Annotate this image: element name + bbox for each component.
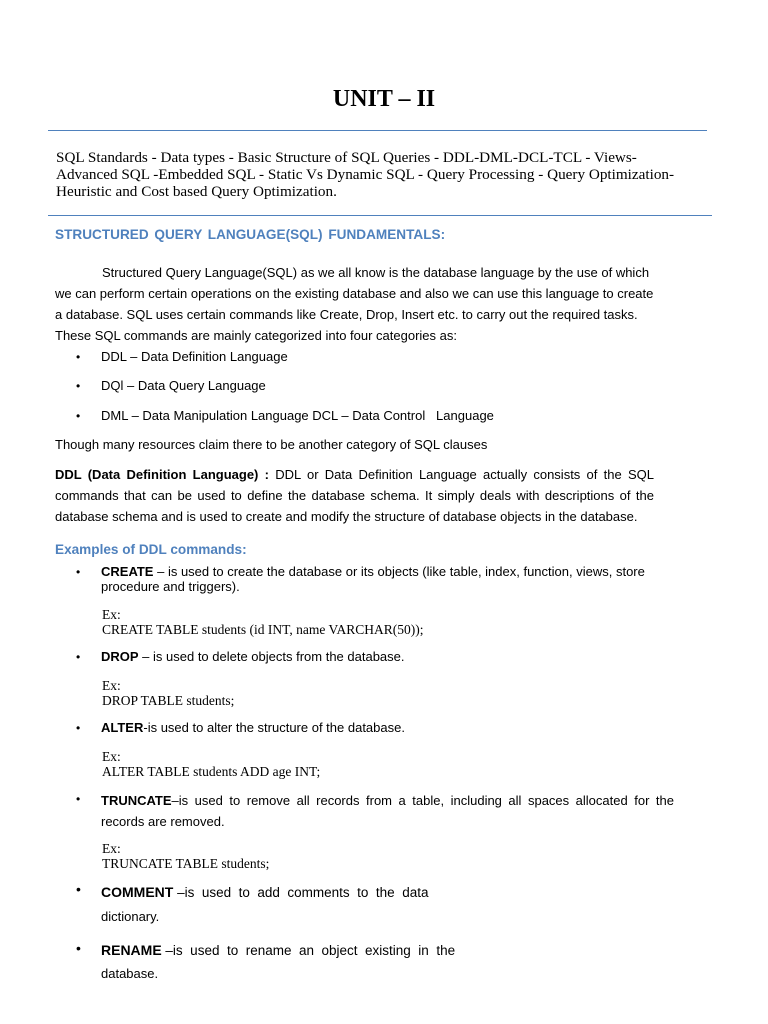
paragraph-line: a database. SQL uses certain commands like Create, Drop, Insert etc. to carry out the required tasks. (55, 307, 638, 322)
example-truncate (102, 841, 269, 871)
list-item: DML – Data Manipulation Language DCL – Data Control Language (101, 408, 494, 423)
command-desc: –is used to rename an object existing in the (161, 943, 456, 958)
title-divider (48, 130, 707, 131)
bullet-icon: • (76, 350, 81, 364)
command-name: DROP (101, 649, 139, 664)
examples-heading: Examples of DDL commands: (55, 542, 247, 557)
command-comment (101, 880, 482, 929)
bullet-icon: • (76, 721, 81, 735)
another-category-text: Though many resources claim there to be another category of SQL clauses (55, 437, 488, 452)
command-name: CREATE (101, 564, 154, 579)
command-drop (101, 649, 405, 664)
bullet-icon: • (76, 940, 81, 956)
command-desc: -is used to alter the structure of the database. (143, 720, 405, 735)
paragraph-line: database schema and is used to create and modify the structure of database objects in the database. (55, 509, 638, 524)
command-line (101, 880, 482, 905)
bullet-icon: • (76, 881, 81, 897)
paragraph-line: Structured Query Language(SQL) as we all know is the database language by the use of which (102, 265, 650, 280)
bullet-icon: • (76, 565, 81, 579)
paragraph-line: we can perform certain operations on the existing database and also we can use this language to create (55, 286, 654, 301)
command-line (101, 564, 671, 579)
bullet-icon: • (76, 650, 81, 664)
intro-divider (48, 215, 712, 216)
bullet-icon: • (76, 409, 81, 423)
intro-paragraph (55, 262, 665, 346)
command-desc: –is used to add comments to the data (173, 885, 429, 900)
paragraph-line: commands that can be used to define the database schema. It simply deals with descriptions of the (55, 488, 654, 503)
ddl-paragraph (55, 464, 654, 527)
paragraph-text: DDL or Data Definition Language actually consists of the SQL (275, 467, 654, 482)
section-heading: STRUCTURED QUERY LANGUAGE(SQL) FUNDAMENTALS: (55, 227, 446, 242)
command-line: procedure and triggers). (101, 579, 240, 594)
command-line: database. (101, 966, 159, 981)
syllabus-line: SQL Standards - Data types - Basic Structure of SQL Queries - DDL-DML-DCL-TCL - Views- (56, 149, 637, 166)
list-item: DQl – Data Query Language (101, 378, 266, 393)
example-label: Ex: (102, 749, 121, 764)
paragraph-line: These SQL commands are mainly categorized into four categories as: (55, 328, 457, 343)
paragraph-line (55, 464, 654, 485)
example-code: CREATE TABLE students (id INT, name VARCHAR(50)); (102, 622, 424, 637)
command-rename (101, 939, 482, 985)
command-line: records are removed. (101, 814, 225, 829)
example-label: Ex: (102, 841, 121, 856)
command-truncate (101, 790, 674, 832)
command-name: ALTER (101, 720, 144, 735)
syllabus-line: Heuristic and Cost based Query Optimization. (56, 183, 337, 200)
bullet-icon: • (76, 379, 81, 393)
ddl-label: DDL (Data Definition Language) : (55, 467, 269, 482)
syllabus-line: Advanced SQL -Embedded SQL - Static Vs Dynamic SQL - Query Processing - Query Optimization- (56, 166, 675, 183)
example-label: Ex: (102, 678, 121, 693)
page-title: UNIT – II (332, 86, 436, 112)
command-desc: – is used to create the database or its objects (like table, index, function, views, store (153, 564, 645, 579)
command-desc: – is used to delete objects from the database. (138, 649, 405, 664)
command-line (101, 939, 482, 962)
example-code: DROP TABLE students; (102, 693, 235, 708)
example-drop (102, 678, 234, 708)
command-alter (101, 720, 405, 735)
syllabus-intro (56, 149, 716, 200)
command-desc: –is used to remove all records from a table, including all spaces allocated for the (171, 793, 674, 808)
command-line: dictionary. (101, 909, 160, 924)
list-item: DDL – Data Definition Language (101, 349, 288, 364)
example-create (102, 607, 424, 637)
command-create (101, 564, 671, 594)
example-code: ALTER TABLE students ADD age INT; (102, 764, 321, 779)
command-name: RENAME (101, 942, 162, 958)
command-line (101, 790, 674, 811)
bullet-icon: • (76, 792, 81, 806)
example-alter (102, 749, 320, 779)
example-label: Ex: (102, 607, 121, 622)
command-name: TRUNCATE (101, 793, 172, 808)
example-code: TRUNCATE TABLE students; (102, 856, 270, 871)
command-name: COMMENT (101, 884, 174, 900)
